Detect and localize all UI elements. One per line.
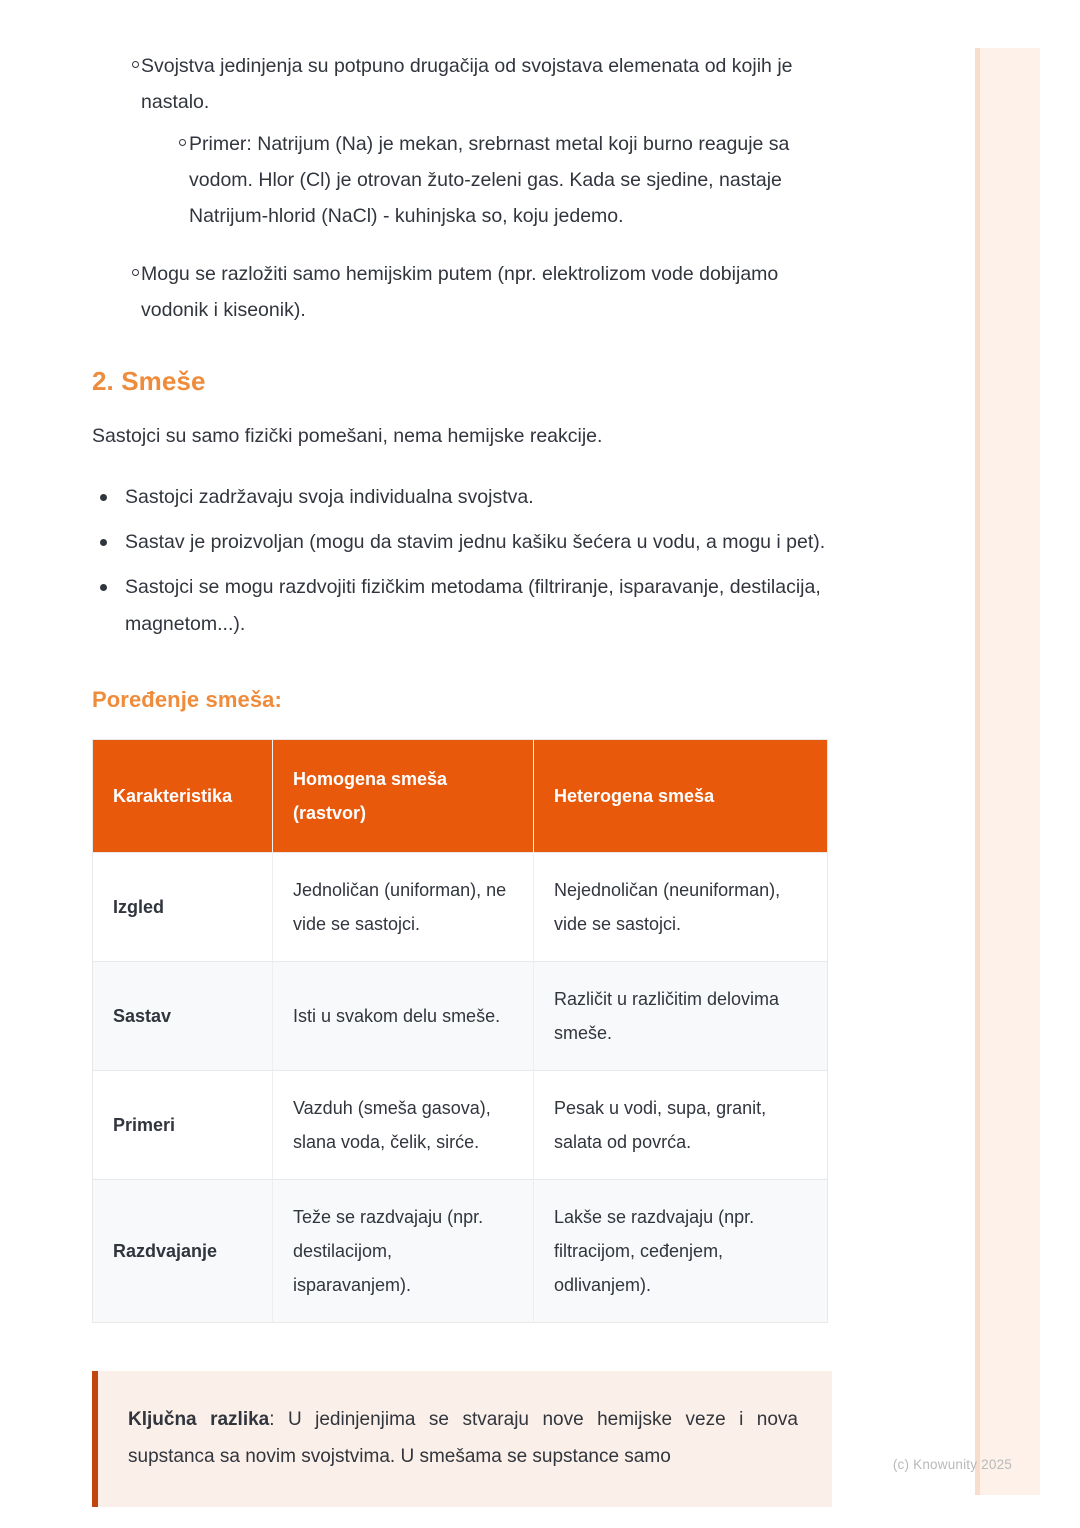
list-item [92,48,832,234]
callout-separator: : [269,1409,288,1430]
column-header-homogena: Homogena smeša (rastvor) [273,740,534,853]
row-label: Izgled [93,853,273,962]
list-item [92,479,832,516]
table-row [93,1180,828,1323]
cell-heterogena: Različit u različitim delovima smeše. [534,962,828,1071]
dot-bullet-icon [100,539,107,546]
circle-bullet-icon [132,61,139,68]
callout-paragraph [128,1401,798,1475]
section-lead-paragraph: Sastojci su samo fizički pomešani, nema hemijske reakcije. [92,425,603,447]
cell-heterogena: Pesak u vodi, supa, granit, salata od povrća. [534,1071,828,1180]
list-item-text: Sastojci se mogu razdvojiti fizičkim metodama (filtriranje, isparavanje, destilacija, magnetom...). [125,576,821,635]
decorative-side-panel-edge [975,48,980,1495]
list-item-text: Primer: Natrijum (Na) je mekan, srebrnast metal koji burno reaguje sa vodom. Hlor (Cl) je otrovan žuto-zeleni gas. Kada se sjedine, nastaje Natrijum-hlorid (NaCl) - kuhinjska so, koju jedemo. [189,133,790,227]
circle-bullet-icon [132,269,139,276]
key-difference-callout [92,1371,832,1507]
mixture-properties-list [92,479,832,643]
list-item [92,256,832,328]
comparison-table [92,739,828,1323]
table-row [93,1071,828,1180]
list-item-text: Sastojci zadržavaju svoja individualna svojstva. [125,486,534,508]
decorative-side-panel [975,48,1040,1495]
cell-heterogena: Nejednoličan (neuniforman), vide se sastojci. [534,853,828,962]
column-header-heterogena: Heterogena smeša [534,740,828,853]
list-item-text: Sastav je proizvoljan (mogu da stavim jednu kašiku šećera u vodu, a mogu i pet). [125,531,826,553]
dot-bullet-icon [100,584,107,591]
list-item [141,126,832,234]
document-content [92,0,832,1507]
callout-label: Ključna razlika [128,1409,270,1430]
list-item-text: Mogu se razložiti samo hemijskim putem (npr. elektrolizom vode dobijamo vodonik i kiseonik). [141,263,779,321]
cell-homogena: Vazduh (smeša gasova), slana voda, čelik, sirće. [273,1071,534,1180]
column-header-karakteristika: Karakteristika [93,740,273,853]
compound-properties-list [92,48,832,328]
row-label: Razdvajanje [93,1180,273,1323]
cell-homogena: Isti u svakom delu smeše. [273,962,534,1071]
watermark: (c) Knowunity 2025 [892,1457,1012,1472]
cell-homogena: Jednoličan (uniforman), ne vide se sastojci. [273,853,534,962]
table-body [93,853,828,1323]
row-label: Sastav [93,962,273,1071]
table-header [93,740,828,853]
nested-example-list [141,126,832,234]
cell-homogena: Teže se razdvajaju (npr. destilacijom, isparavanjem). [273,1180,534,1323]
cell-heterogena: Lakše se razdvajaju (npr. filtracijom, ceđenjem, odlivanjem). [534,1180,828,1323]
row-label: Primeri [93,1071,273,1180]
table-row [93,853,828,962]
table-row [93,962,828,1071]
table-heading: Poređenje smeša: [92,687,282,712]
list-item [92,569,832,643]
dot-bullet-icon [100,494,107,501]
circle-bullet-icon [179,139,186,146]
table-header-row [93,740,828,853]
top-spacer [92,0,832,48]
page-title: 2. Smeše [92,366,206,396]
list-item [92,524,832,561]
list-item-text: Svojstva jedinjenja su potpuno drugačija od svojstava elemenata od kojih je nastalo. [141,55,793,113]
callout-text: U jedinjenjima se stvaraju nove hemijske veze i nova supstanca sa novim svojstvima. U smešama se supstance samo [128,1409,798,1467]
